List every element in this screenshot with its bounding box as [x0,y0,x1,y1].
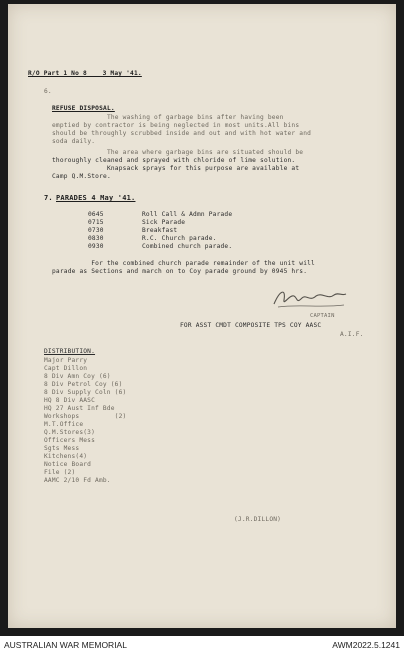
list-item: AAMC 2/10 Fd Amb. [44,477,111,484]
list-item: File (2) [44,469,76,476]
church-parade-note-line-1: For the combined church parade remainder of the unit will [52,260,315,267]
list-item: Workshops (2) [44,413,127,420]
distribution-title: DISTRIBUTION. [44,348,96,355]
list-item: 8 Div Amn Coy (6) [44,373,111,380]
parade-event-3: Breakfast [142,227,178,234]
parade-event-5: Combined church parade. [142,243,233,250]
parade-time-1: 0645 [88,211,104,218]
parade-event-4: R.C. Church parade. [142,235,217,242]
list-item: Q.M.Stores(3) [44,429,96,436]
list-item: Major Parry [44,357,88,364]
section-6-title: REFUSE DISPOSAL. [52,105,115,112]
parade-event-2: Sick Parade [142,219,186,226]
list-item: M.T.Office [44,421,84,428]
document-page [8,4,396,628]
list-item: Capt Dillon [44,365,88,372]
routine-orders-reference: R/O Part 1 No 8 3 May '41. [28,70,142,77]
church-parade-note-line-2: parade as Sections and march on to Coy parade ground by 0945 hrs. [52,268,308,275]
list-item: Sgts Mess [44,445,80,452]
refuse-para-2-line-4: Camp Q.M.Store. [52,173,111,180]
parade-time-5: 0930 [88,243,104,250]
refuse-para-1-line-1: The washing of garbage bins after having been [52,114,284,121]
institution-name: AUSTRALIAN WAR MEMORIAL [4,640,127,650]
section-6-number: 6. [44,88,52,95]
list-item: Officers Mess [44,437,96,444]
list-item: 8 Div Petrol Coy (6) [44,381,123,388]
refuse-para-2-line-1: The area where garbage bins are situated should be [52,149,304,156]
parade-event-1: Roll Call & Admn Parade [142,211,233,218]
list-item: HQ 8 Div AASC [44,397,96,404]
refuse-para-2-line-2: thoroughly cleaned and sprayed with chloride of lime solution. [52,157,296,164]
section-7-number: 7. [44,194,53,202]
refuse-para-1-line-4: soda daily. [52,138,96,145]
parade-time-4: 0830 [88,235,104,242]
section-7-title: PARADES 4 May '41. [56,194,136,202]
list-item: Notice Board [44,461,92,468]
signatory-for-line: FOR ASST CMDT COMPOSITE TPS COY AASC [180,322,322,329]
signatory-name: (J.R.DILLON) [234,516,282,523]
list-item: Kitchens(4) [44,453,88,460]
archive-footer [0,636,404,653]
refuse-para-2-line-3: Knapsack sprays for this purpose are available at [52,165,300,172]
accession-number: AWM2022.5.1241 [332,640,400,650]
refuse-para-1-line-3: should be throughly scrubbed inside and out and with hot water and [52,130,312,137]
handwritten-signature [270,286,350,312]
list-item: 8 Div Supply Coln (6) [44,389,127,396]
list-item: HQ 27 Aust Inf Bde [44,405,115,412]
signatory-force: A.I.F. [340,331,364,338]
parade-time-2: 0715 [88,219,104,226]
signatory-rank: CAPTAIN [310,313,335,319]
parade-time-3: 0730 [88,227,104,234]
refuse-para-1-line-2: emptied by contractor is being neglected in most units.All bins [52,122,300,129]
